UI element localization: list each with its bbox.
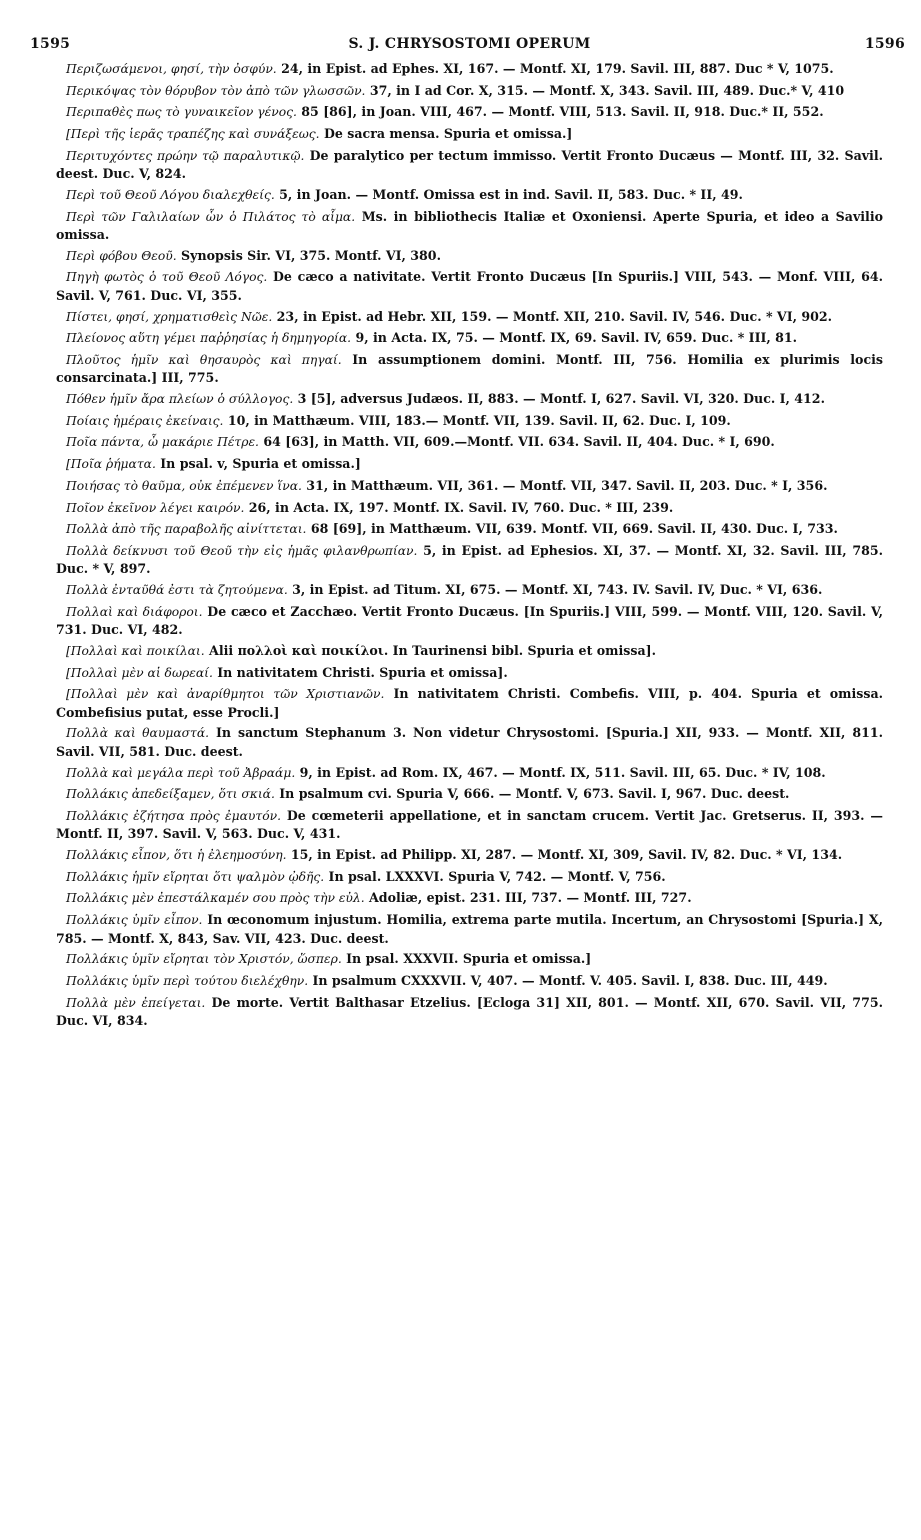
- page-header: [30, 14, 905, 52]
- entry-reference: In psal. XXXVII. Spuria et omissa.]: [341, 951, 592, 967]
- entry-incipit: Πολλὰ ἀπὸ τῆς παραβολῆς αἰνίττεται.: [66, 522, 307, 537]
- entry-incipit: Πηγὴ φωτὸς ὁ τοῦ Θεοῦ Λόγος.: [66, 270, 268, 285]
- index-entry: [56, 82, 883, 100]
- index-entry: [56, 642, 883, 660]
- entry-reference: In nativitatem Christi. Spuria et omissa].: [212, 664, 508, 680]
- entry-reference: In psal. LXXXVI. Spuria V, 742. — Montf. V, 756.: [324, 868, 666, 884]
- index-entry: [56, 186, 883, 204]
- entry-reference: 68 [69], in Matthæum. VII, 639. Montf. VII, 669. Savil. II, 430. Duc. I, 733.: [306, 521, 838, 537]
- index-entry: [56, 125, 883, 143]
- entry-incipit: Πολλὰ καὶ μεγάλα περὶ τοῦ Ἀβραάμ.: [66, 765, 296, 780]
- index-entry: [56, 103, 883, 121]
- index-entry: [56, 433, 883, 451]
- entry-reference: 3 [5], adversus Judæos. II, 883. — Montf. I, 627. Savil. VI, 320. Duc. I, 412.: [293, 391, 825, 407]
- entry-incipit: Ποῖον ἐκεῖνον λέγει καιρόν.: [66, 500, 245, 515]
- entry-reference: De cæco et Zacchæo. Vertit Fronto Ducæus. [In Spuriis.] VIII, 599. — Montf. VIII, 120. Savil. V, 731. Duc. VI, 482.: [56, 603, 883, 638]
- index-entry: [56, 785, 883, 803]
- index-entry: [56, 499, 883, 517]
- index-entry: [56, 308, 883, 326]
- index-entry: [56, 868, 883, 886]
- entry-incipit: Ποῖα πάντα, ὦ μακάριε Πέτρε.: [66, 435, 259, 450]
- entry-incipit: Πολλὰ μὲν ἐπείγεται.: [66, 995, 206, 1010]
- index-entry: [56, 764, 883, 782]
- index-entry: [56, 390, 883, 408]
- entry-reference: In psalmum CXXXVII. V, 407. — Montf. V. 405. Savil. I, 838. Duc. III, 449.: [308, 972, 828, 988]
- entry-reference: 85 [86], in Joan. VIII, 467. — Montf. VIII, 513. Savil. II, 918. Duc.* II, 552.: [296, 104, 824, 120]
- index-entry: [56, 972, 883, 990]
- entry-incipit: [Ποῖα ῥήματα.: [66, 457, 156, 472]
- entry-incipit: Πολλὰ ἐνταῦθά ἐστι τὰ ζητούμενα.: [66, 583, 288, 598]
- entry-reference: In sanctum Stephanum 3. Non videtur Chrysostomi. [Spuria.] XII, 933. — Montf. XII, 811. Savil. VII, 581. Duc. deest.: [56, 725, 883, 759]
- entry-incipit: Πολλάκις εἶπον, ὅτι ἡ ἐλεημοσύνη.: [66, 848, 287, 863]
- index-entry: [56, 329, 883, 347]
- entry-incipit: Περιζωσάμενοι, φησί, τὴν ὀσφύν.: [66, 62, 277, 76]
- entry-reference: De sacra mensa. Spuria et omissa.]: [319, 126, 573, 142]
- index-entry: [56, 412, 883, 430]
- entry-incipit: Ποίαις ἡμέραις ἐκείναις.: [66, 413, 224, 428]
- index-entry: [56, 581, 883, 599]
- entry-incipit: Πίστει, φησί, χρηματισθεὶς Νῶε.: [66, 309, 273, 324]
- entry-incipit: [Πολλαὶ καὶ ποικίλαι.: [66, 643, 205, 658]
- entry-reference: 5, in Epist. ad Ephesios. XI, 37. — Montf. XI, 32. Savil. III, 785. Duc. * V, 897.: [56, 542, 884, 577]
- entry-incipit: Πολλάκις ἀπεδείξαμεν, ὅτι σκιά.: [66, 787, 275, 802]
- entry-reference: De morte. Vertit Balthasar Etzelius. [Ecloga 31] XII, 801. — Montf. XII, 670. Savil. VII, 775. Duc. VI, 834.: [56, 994, 883, 1029]
- entry-reference: Ms. in bibliothecis Italiæ et Oxoniensi. Aperte Spuria, et ideo a Savilio omissa.: [56, 208, 884, 243]
- index-entry: [56, 685, 883, 721]
- entry-incipit: [Πολλαὶ μὲν αἱ δωρεαί.: [66, 665, 213, 680]
- entry-incipit: Περιτυχόντες πρώην τῷ παραλυτικῷ.: [66, 148, 305, 163]
- entry-incipit: Πλοῦτος ἡμῖν καὶ θησαυρὸς καὶ πηγαί.: [66, 352, 342, 367]
- page-number-left: 1595: [30, 36, 71, 52]
- entry-reference: In psalmum cvi. Spuria V, 666. — Montf. V, 673. Savil. I, 967. Duc. deest.: [274, 786, 790, 802]
- entry-reference: 31, in Matthæum. VII, 361. — Montf. VII, 347. Savil. II, 203. Duc. * I, 356.: [301, 477, 828, 493]
- index-entry: [56, 846, 883, 864]
- index-entry: [56, 911, 883, 947]
- entry-incipit: Πολλάκις ὑμῖν εἴρηται τὸν Χριστόν, ὥσπερ.: [66, 952, 342, 967]
- entry-reference: Alii πολλοὶ καὶ ποικίλοι. In Taurinensi bibl. Spuria et omissa].: [204, 642, 656, 658]
- index-entry: [56, 664, 883, 682]
- index-entry: [56, 208, 883, 244]
- entry-incipit: [Περὶ τῆς ἱερᾶς τραπέζης καὶ συνάξεως.: [66, 127, 320, 142]
- entry-reference: 24, in Epist. ad Ephes. XI, 167. — Montf. XI, 179. Savil. III, 887. Duc * V, 1075.: [276, 61, 834, 76]
- index-entry: [56, 147, 883, 183]
- entry-reference: 10, in Matthæum. VIII, 183.— Montf. VII, 139. Savil. II, 62. Duc. I, 109.: [223, 412, 731, 428]
- entry-reference: 26, in Acta. IX, 197. Montf. IX. Savil. IV, 760. Duc. * III, 239.: [244, 499, 674, 515]
- entry-incipit: Πολλὰ καὶ θαυμαστά.: [66, 726, 210, 741]
- index-entry: [56, 724, 883, 760]
- index-entry: [56, 477, 883, 495]
- index-entry: [56, 994, 883, 1030]
- index-entry: [56, 247, 883, 265]
- entry-incipit: Περὶ τοῦ Θεοῦ Λόγου διαλεχθείς.: [66, 187, 275, 202]
- entry-incipit: Περὶ τῶν Γαλιλαίων ὧν ὁ Πιλάτος τὸ αἷμα.: [66, 209, 356, 224]
- entry-reference: 3, in Epist. ad Titum. XI, 675. — Montf. XI, 743. IV. Savil. IV, Duc. * VI, 636.: [287, 582, 823, 598]
- entry-incipit: Πολλάκις ὑμῖν εἶπον.: [66, 913, 203, 928]
- index-entry: [56, 950, 883, 968]
- entry-incipit: Πολλάκις ἡμῖν εἴρηται ὅτι ψαλμὸν ᾠδῆς.: [66, 869, 325, 884]
- entry-incipit: Πολλάκις ὑμῖν περὶ τούτου διελέχθην.: [66, 973, 309, 988]
- entry-incipit: Περικόψας τὸν θόρυβον τὸν ἀπὸ τῶν γλωσσῶν.: [66, 83, 366, 98]
- index-entry: [56, 268, 883, 304]
- entry-incipit: Πολλὰ δείκνυσι τοῦ Θεοῦ τὴν εἰς ἡμᾶς φιλανθρωπίαν.: [66, 543, 418, 558]
- entry-incipit: Περιπαθὲς πως τὸ γυναικεῖον γένος.: [66, 105, 297, 120]
- entry-reference: 9, in Acta. IX, 75. — Montf. IX, 69. Savil. IV, 659. Duc. * III, 81.: [351, 330, 798, 346]
- entry-reference: 23, in Epist. ad Hebr. XII, 159. — Montf. XII, 210. Savil. IV, 546. Duc. * VI, 902.: [272, 308, 833, 324]
- entry-incipit: [Πολλαὶ μὲν καὶ ἀναρίθμητοι τῶν Χριστιανῶν.: [66, 687, 385, 702]
- entry-incipit: Πόθεν ἡμῖν ἄρα πλείων ὁ σύλλογος.: [66, 392, 294, 407]
- index-entry: [56, 807, 883, 843]
- entry-incipit: Ποιήσας τὸ θαῦμα, οὐκ ἐπέμενεν ἵνα.: [66, 478, 302, 493]
- entry-incipit: Πολλάκις μὲν ἐπεστάλκαμέν σου πρὸς τὴν εὐλ.: [66, 891, 365, 906]
- entry-reference: Synopsis Sir. VI, 375. Montf. VI, 380.: [176, 247, 441, 263]
- entry-reference: 5, in Joan. — Montf. Omissa est in ind. Savil. II, 583. Duc. * II, 49.: [274, 186, 743, 202]
- index-entry: [56, 889, 883, 907]
- entry-reference: In nativitatem Christi. Combefis. VIII, p. 404. Spuria et omissa. Combefisius putat, esse Procli.]: [56, 686, 884, 720]
- entry-reference: De paralytico per tectum immisso. Vertit Fronto Ducæus — Montf. III, 32. Savil. deest. Duc. V, 824.: [56, 147, 883, 182]
- index-entry: [56, 60, 883, 78]
- entry-reference: 15, in Epist. ad Philipp. XI, 287. — Montf. XI, 309, Savil. IV, 82. Duc. * VI, 134.: [286, 847, 843, 863]
- entry-incipit: Περὶ φόβου Θεοῦ.: [66, 248, 177, 263]
- running-title: S. J. CHRYSOSTOMI OPERUM: [348, 36, 591, 52]
- index-entry: [56, 603, 883, 639]
- page-number-right: 1596: [864, 36, 905, 52]
- index-entry: [56, 351, 883, 387]
- entry-reference: Adoliæ, epist. 231. III, 737. — Montf. III, 727.: [364, 890, 692, 906]
- entry-reference: In psal. v, Spuria et omissa.]: [155, 456, 361, 472]
- entry-reference: 37, in I ad Cor. X, 315. — Montf. X, 343. Savil. III, 489. Duc.* V, 410: [365, 82, 845, 98]
- entry-incipit: Πολλάκις ἐζήτησα πρὸς ἐμαυτόν.: [66, 808, 281, 823]
- entry-reference: In œconomum injustum. Homilia, extrema parte mutila. Incertum, an Chrysostomi [Spuria.] X, 785. — Montf. X, 843, Sav. VII, 423. Duc. deest.: [56, 912, 883, 946]
- index-entries: [56, 60, 883, 1029]
- entry-incipit: Πλείονος αὕτη γέμει παῤῥησίας ἡ δημηγορία.: [66, 331, 352, 346]
- entry-reference: De cæco a nativitate. Vertit Fronto Ducæus [In Spuriis.] VIII, 543. — Monf. VIII, 64. Savil. V, 761. Duc. VI, 355.: [56, 269, 883, 303]
- entry-incipit: Πολλαὶ καὶ διάφοροι.: [66, 604, 203, 619]
- index-entry: [56, 542, 883, 578]
- entry-reference: In assumptionem domini. Montf. III, 756. Homilia ex plurimis locis consarcinata.] III, 775.: [56, 351, 883, 386]
- entry-reference: 64 [63], in Matth. VII, 609.—Montf. VII. 634. Savil. II, 404. Duc. * I, 690.: [258, 434, 775, 450]
- index-entry: [56, 455, 883, 473]
- entry-reference: De cœmeterii appellatione, et in sanctam crucem. Vertit Jac. Gretserus. II, 393. — Montf. II, 397. Savil. V, 563. Duc. V, 431.: [56, 807, 883, 842]
- index-entry: [56, 520, 883, 538]
- entry-reference: 9, in Epist. ad Rom. IX, 467. — Montf. IX, 511. Savil. III, 65. Duc. * IV, 108.: [295, 764, 826, 780]
